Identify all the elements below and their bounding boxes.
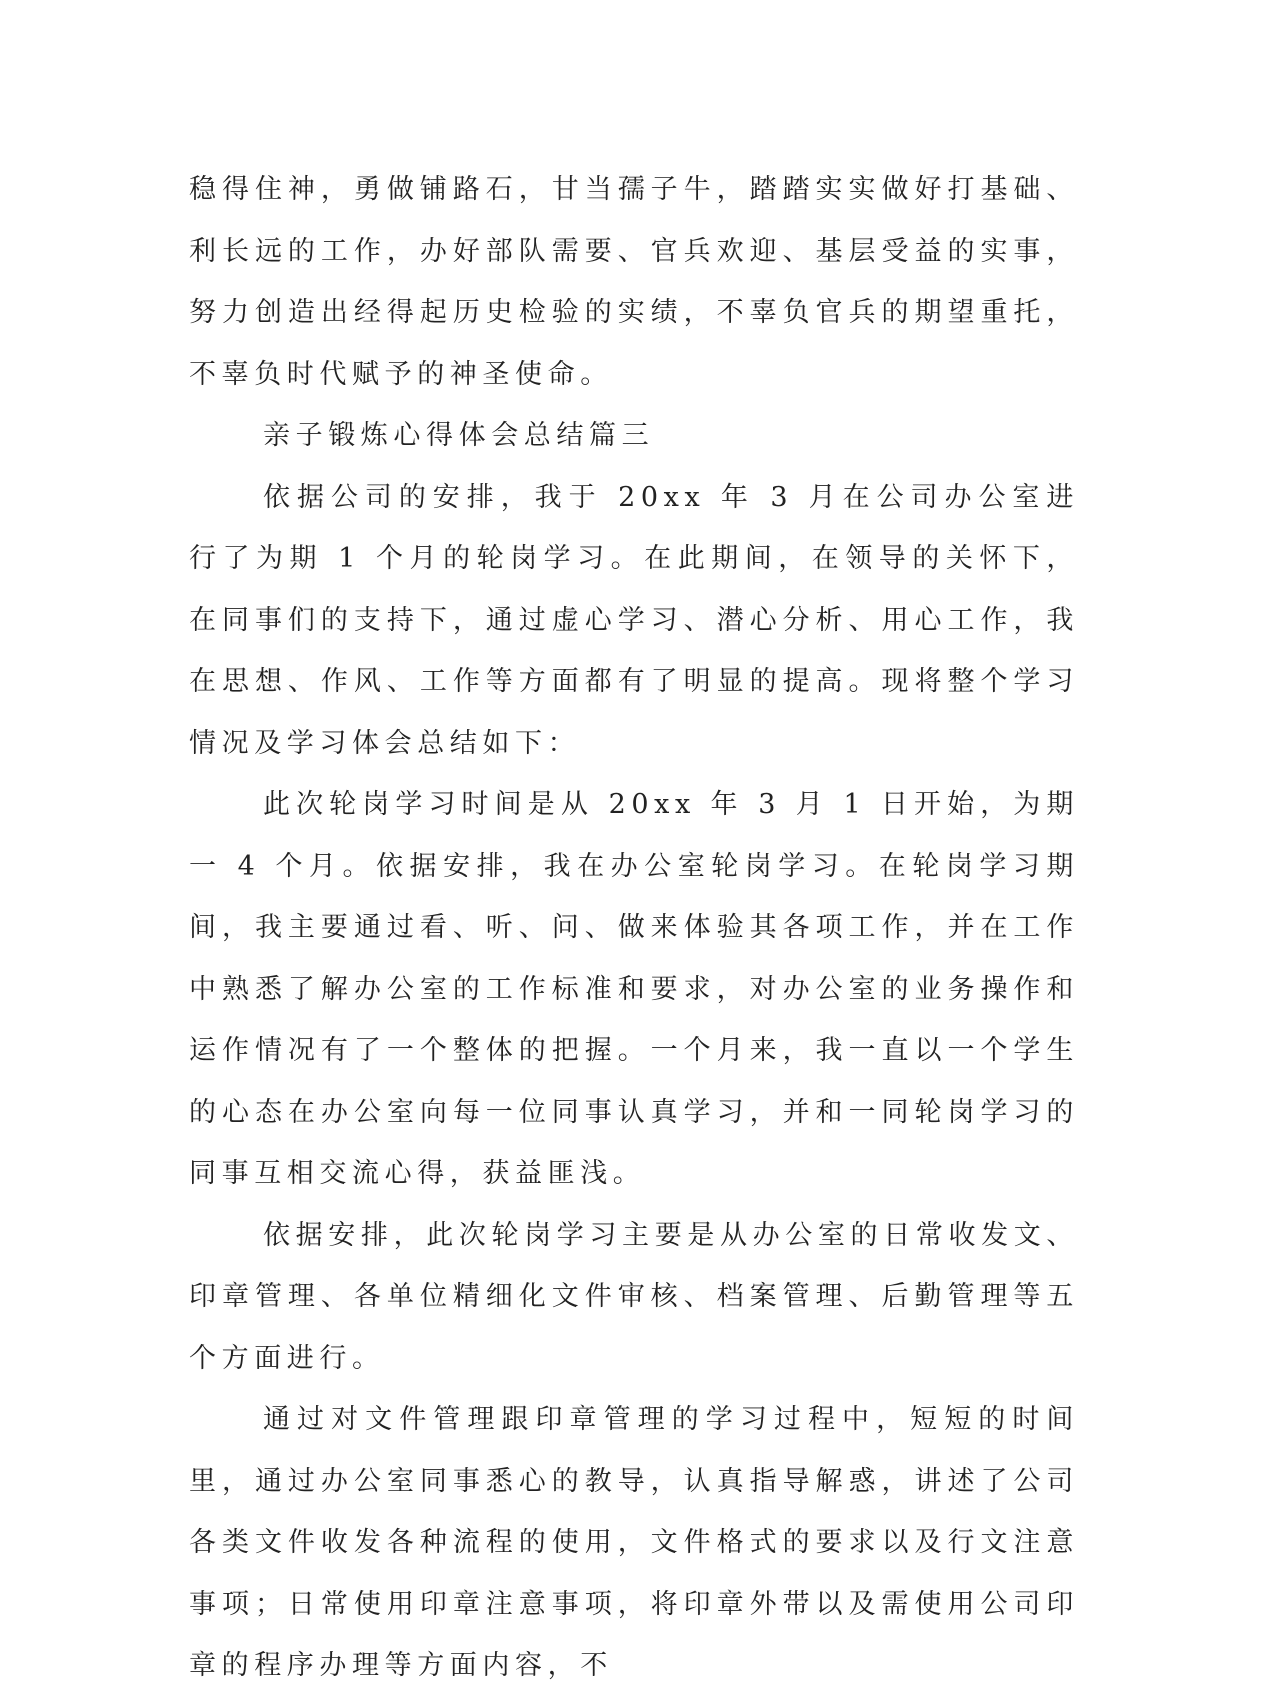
paragraph-schedule: 此次轮岗学习时间是从 20xx 年 3 月 1 日开始，为期一 4 个月。依据安排，我在办公室轮岗学习。在轮岗学习期间，我主要通过看、听、问、做来体验其各项工作，并在工作中熟悉了解办公室的工作标准和要求，对办公室的业务操作和运作情况有了一个整体的把握。一个月来，我一直以一个学生的心态在办公室向每一位同事认真学习，并和一同轮岗学习的同事互相交流心得，获益匪浅。 bbox=[189, 789, 1079, 1189]
document-body bbox=[189, 159, 1079, 1697]
section-heading: 亲子锻炼心得体会总结篇三 bbox=[263, 420, 655, 451]
paragraph-intro: 依据公司的安排，我于 20xx 年 3 月在公司办公室进行了为期 1 个月的轮岗学习。在此期间，在领导的关怀下，在同事们的支持下，通过虚心学习、潜心分析、用心工作，我在思想、作风、工作等方面都有了明显的提高。现将整个学习情况及学习体会总结如下： bbox=[189, 481, 1079, 759]
paragraph-continuation: 稳得住神，勇做铺路石，甘当孺子牛，踏踏实实做好打基础、利长远的工作，办好部队需要、官兵欢迎、基层受益的实事，努力创造出经得起历史检验的实绩，不辜负官兵的期望重托，不辜负时代赋予的神圣使命。 bbox=[189, 174, 1079, 390]
paragraph-scope: 依据安排，此次轮岗学习主要是从办公室的日常收发文、印章管理、各单位精细化文件审核、档案管理、后勤管理等五个方面进行。 bbox=[189, 1219, 1079, 1374]
paragraph-file-management: 通过对文件管理跟印章管理的学习过程中，短短的时间里，通过办公室同事悉心的教导，认真指导解惑，讲述了公司各类文件收发各种流程的使用，文件格式的要求以及行文注意事项；日常使用印章注意事项，将印章外带以及需使用公司印章的程序办理等方面内容，不 bbox=[189, 1404, 1079, 1681]
